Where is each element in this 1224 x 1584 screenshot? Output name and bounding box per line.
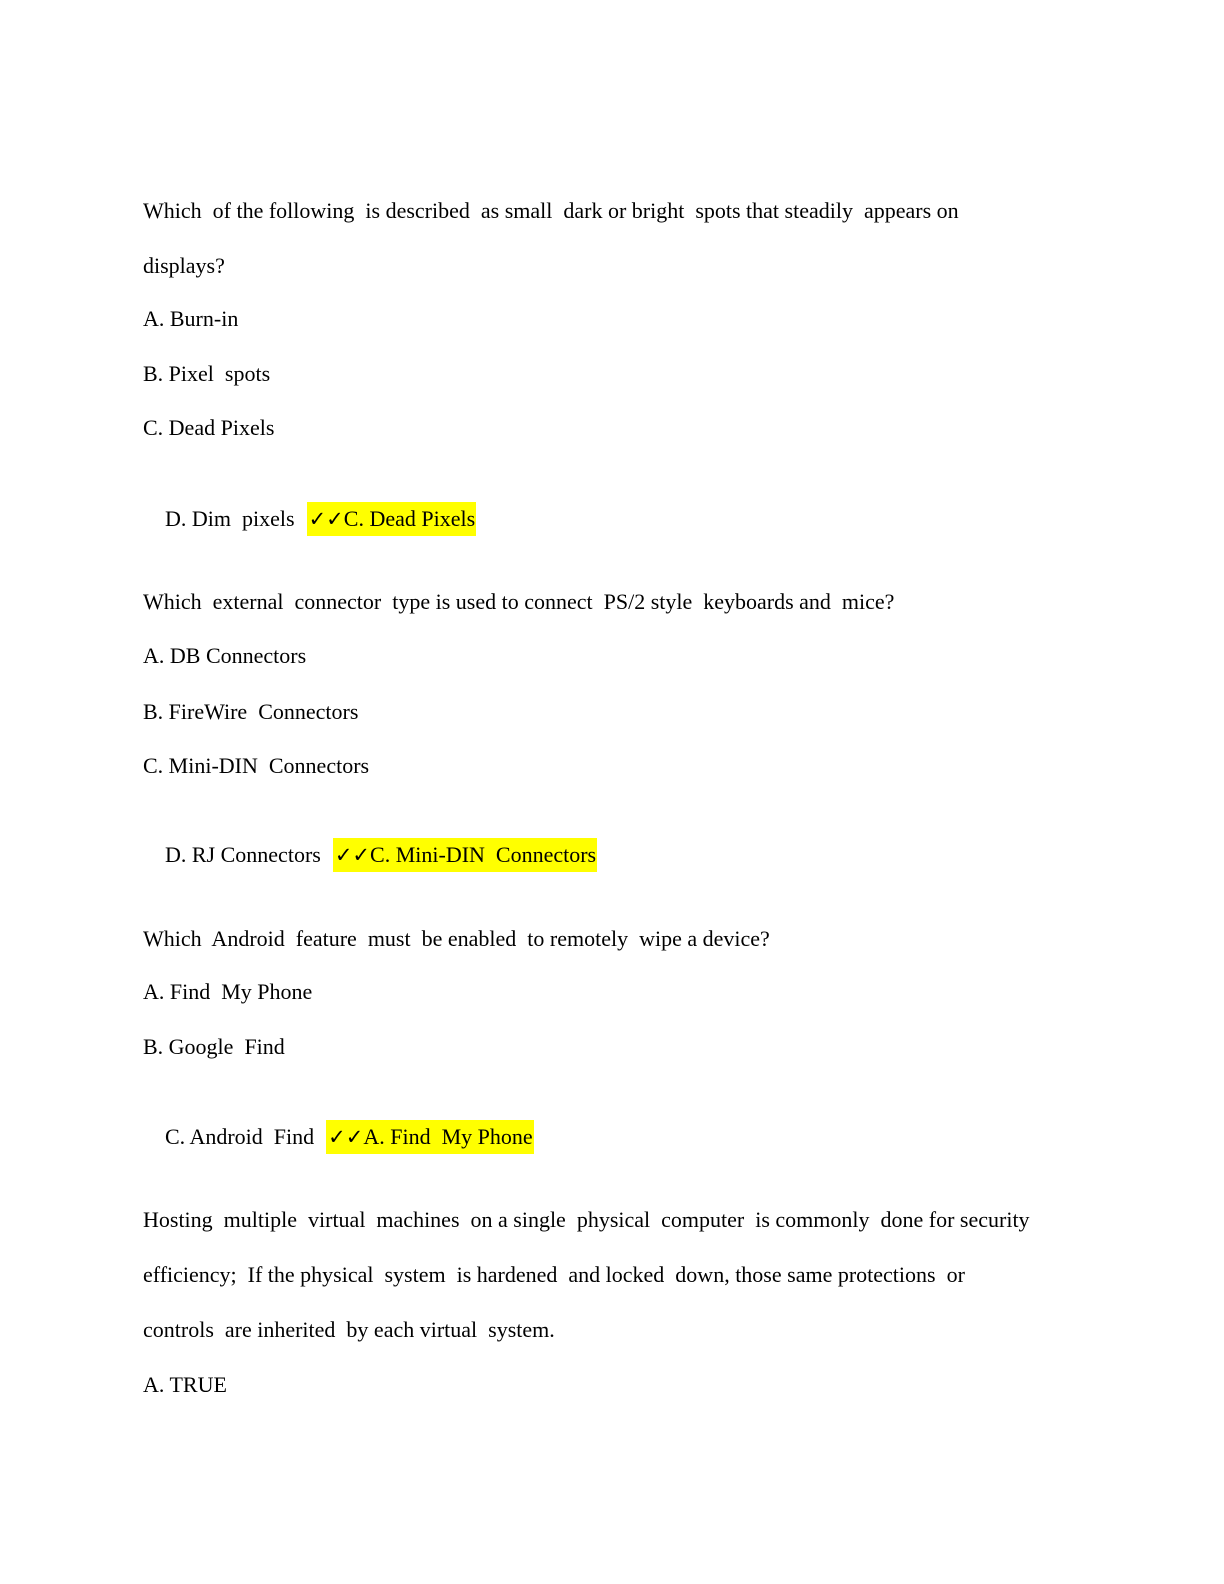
- question-1-option-c: C. Dead Pixels: [143, 415, 275, 440]
- question-1-answer: C. Dead Pixels: [343, 506, 476, 531]
- question-1-answer-highlight: [307, 502, 477, 536]
- question-1-option-a: A. Burn-in: [143, 306, 239, 331]
- question-1-stem-line-2: displays?: [143, 253, 225, 278]
- question-3-option-c-row: [143, 1090, 534, 1149]
- question-2-stem-line-1: Which external connector type is used to connect PS/2 style keyboards and mice?: [143, 589, 895, 614]
- question-1-option-d-row: [143, 472, 476, 531]
- question-3-stem-line-1: Which Android feature must be enabled to remotely wipe a device?: [143, 926, 770, 951]
- question-2-answer-highlight: [333, 838, 597, 872]
- question-2-option-d-row: [143, 808, 597, 867]
- checkmark-icon: ✓✓: [328, 1125, 364, 1149]
- question-3-answer: A. Find My Phone: [363, 1124, 533, 1149]
- question-2-option-c: C. Mini-DIN Connectors: [143, 753, 370, 778]
- question-3-answer-highlight: [326, 1120, 534, 1154]
- question-2-answer: C. Mini-DIN Connectors: [370, 842, 597, 867]
- question-4-option-a: A. TRUE: [143, 1372, 227, 1397]
- question-4-stem-line-1: Hosting multiple virtual machines on a single physical computer is commonly done for security: [143, 1207, 1030, 1232]
- question-2-option-b: B. FireWire Connectors: [143, 699, 359, 724]
- question-4-stem-line-3: controls are inherited by each virtual system.: [143, 1317, 555, 1342]
- checkmark-icon: ✓✓: [334, 843, 371, 867]
- question-3-option-b: B. Google Find: [143, 1034, 285, 1059]
- question-1-stem-line-1: Which of the following is described as small dark or bright spots that steadily appears on: [143, 198, 959, 223]
- question-3-option-a: A. Find My Phone: [143, 979, 313, 1004]
- question-4-stem-line-2: efficiency; If the physical system is hardened and locked down, those same protections or: [143, 1262, 965, 1287]
- question-1-option-d: D. Dim pixels: [165, 506, 295, 531]
- question-2-option-d: D. RJ Connectors: [165, 842, 321, 867]
- question-2-option-a: A. DB Connectors: [143, 643, 307, 668]
- question-3-option-c: C. Android Find: [165, 1124, 315, 1149]
- question-1-option-b: B. Pixel spots: [143, 361, 271, 386]
- checkmark-icon: ✓✓: [308, 507, 344, 531]
